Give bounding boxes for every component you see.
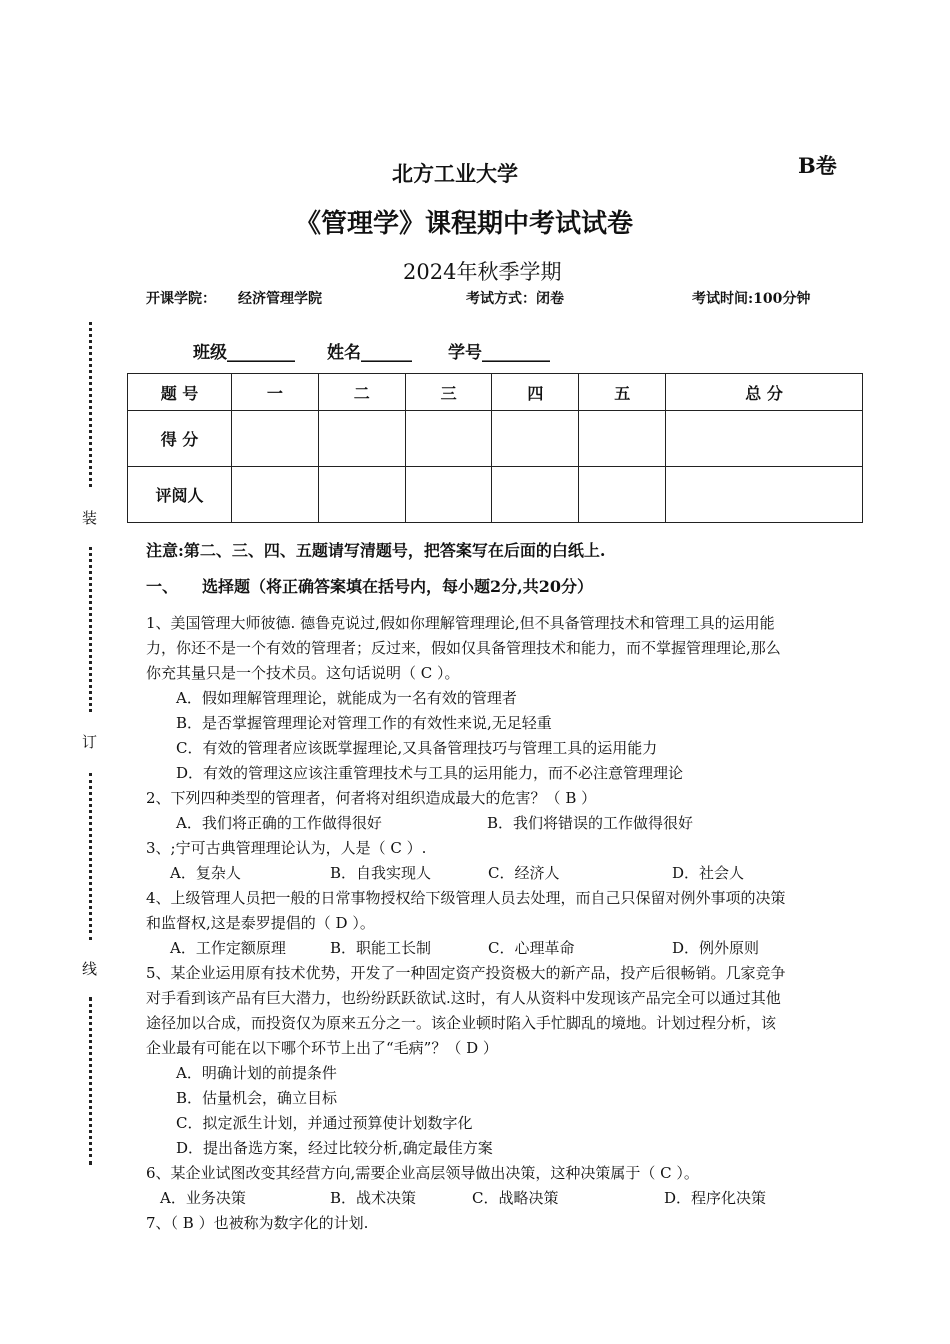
college-label: 开课学院： (146, 291, 216, 307)
section-number: 一、 (146, 577, 179, 596)
row-label: 评阅人 (128, 467, 232, 523)
binding-dotted-line (89, 997, 92, 1165)
reviewer-cell[interactable] (318, 467, 405, 523)
section-title: 选择题（将正确答案填在括号内，每小题2分,共20分） (202, 577, 593, 596)
question-4-line: 4、上级管理人员把一般的日常事物授权给下级管理人员去处理，而自己只保留对例外事项的决策 (146, 889, 786, 907)
option-a: A．复杂人 (170, 864, 241, 882)
option-a: A．明确计划的前提条件 (176, 1064, 337, 1082)
reviewer-cell[interactable] (666, 467, 863, 523)
question-1-line: 力，你还不是一个有效的管理者；反过来，假如仅具备管理技术和能力，而不掌握管理理论,那么 (146, 639, 781, 657)
score-cell[interactable] (579, 411, 666, 467)
reviewer-cell[interactable] (405, 467, 492, 523)
score-cell[interactable] (405, 411, 492, 467)
binding-label-ding: 订 (82, 733, 98, 751)
option-a: A．我们将正确的工作做得很好 (176, 814, 382, 832)
option-d: D．社会人 (672, 864, 745, 882)
option-d: D．提出备选方案，经过比较分析,确定最佳方案 (176, 1139, 493, 1157)
header-cell: 题 号 (128, 374, 232, 411)
paper-version: B卷 (798, 153, 837, 178)
option-b: B．是否掌握管理理论对管理工作的有效性来说,无足轻重 (176, 714, 552, 732)
score-row (128, 411, 863, 467)
question-5-line: 对手看到该产品有巨大潜力，也纷纷跃跃欲试.这时，有人从资料中发现该产品完全可以通过其他 (146, 989, 781, 1007)
term: 2024年秋季学期 (403, 260, 562, 284)
option-b: B．自我实现人 (330, 864, 432, 882)
question-4-line: 和监督权,这是泰罗提倡的（ D ）。 (146, 914, 375, 932)
option-a: A．假如理解管理理论，就能成为一名有效的管理者 (176, 689, 517, 707)
option-c: C．经济人 (488, 864, 560, 882)
option-c: C．心理革命 (488, 939, 575, 957)
option-b: B．估量机会，确立目标 (176, 1089, 338, 1107)
name-field[interactable]: 姓名______ (327, 343, 412, 363)
question-5-line: 途径加以合成，而投资仅为原来五分之一。该企业顿时陷入手忙脚乱的境地。计划过程分析，该 (146, 1014, 777, 1032)
option-d: D．例外原则 (672, 939, 760, 957)
option-c: C．拟定派生计划，并通过预算使计划数字化 (176, 1114, 473, 1132)
reviewer-cell[interactable] (579, 467, 666, 523)
question-3: 3、;宁可古典管理理论认为，人是（ C ）. (146, 839, 427, 857)
option-a: A．业务决策 (160, 1189, 246, 1207)
reviewer-cell[interactable] (232, 467, 319, 523)
score-table (127, 373, 863, 523)
class-field[interactable]: 班级________ (193, 343, 295, 363)
header-cell: 总 分 (666, 374, 863, 411)
option-d: D．有效的管理这应该注重管理技术与工具的运用能力，而不必注意管理理论 (176, 764, 684, 782)
option-b: B．战术决策 (330, 1189, 417, 1207)
college: 经济管理学院 (238, 291, 322, 307)
exam-time: 考试时间:100分钟 (692, 291, 811, 307)
score-cell[interactable] (666, 411, 863, 467)
binding-dotted-line (89, 322, 92, 487)
option-d: D．程序化决策 (664, 1189, 767, 1207)
question-7: 7、（ B ）也被称为数字化的计划. (146, 1214, 369, 1232)
score-cell[interactable] (318, 411, 405, 467)
notice: 注意:第二、三、四、五题请写清题号，把答案写在后面的白纸上. (146, 541, 606, 560)
option-c: C．有效的管理者应该既掌握理论,又具备管理技巧与管理工具的运用能力 (176, 739, 658, 757)
question-5-line: 5、某企业运用原有技术优势，开发了一种固定资产投资极大的新产品，投产后很畅销。几家竞争 (146, 964, 786, 982)
option-a: A．工作定额原理 (170, 939, 286, 957)
exam-title: 《管理学》课程期中考试试卷 (295, 209, 634, 239)
exam-mode: 考试方式：闭卷 (466, 291, 564, 307)
option-b: B．职能工长制 (330, 939, 432, 957)
header-cell: 五 (579, 374, 666, 411)
header-cell: 三 (405, 374, 492, 411)
option-c: C．战略决策 (472, 1189, 559, 1207)
binding-label-xian: 线 (82, 960, 98, 978)
question-5-line: 企业最有可能在以下哪个环节上出了“毛病”？（ D ） (146, 1039, 498, 1057)
question-1-line: 1、美国管理大师彼德. 德鲁克说过,假如你理解管理理论,但不具备管理技术和管理工具的运用能 (146, 614, 775, 632)
score-cell[interactable] (492, 411, 579, 467)
score-cell[interactable] (232, 411, 319, 467)
score-table-header-row (128, 374, 863, 411)
question-6: 6、某企业试图改变其经营方向,需要企业高层领导做出决策，这种决策属于（ C ）。 (146, 1164, 699, 1182)
reviewer-row (128, 467, 863, 523)
header-cell: 四 (492, 374, 579, 411)
question-1-line: 你充其量只是一个技术员。这句话说明（ C ）。 (146, 664, 460, 682)
question-2: 2、下列四种类型的管理者，何者将对组织造成最大的危害？（ B ） (146, 789, 597, 807)
header-cell: 一 (232, 374, 319, 411)
binding-dotted-line (89, 773, 92, 940)
header-cell: 二 (318, 374, 405, 411)
binding-dotted-line (89, 547, 92, 712)
binding-label-zhuang: 装 (82, 509, 98, 527)
option-b: B．我们将错误的工作做得很好 (487, 814, 694, 832)
reviewer-cell[interactable] (492, 467, 579, 523)
university-name: 北方工业大学 (392, 161, 518, 186)
row-label: 得 分 (128, 411, 232, 467)
student-id-field[interactable]: 学号________ (448, 343, 550, 363)
